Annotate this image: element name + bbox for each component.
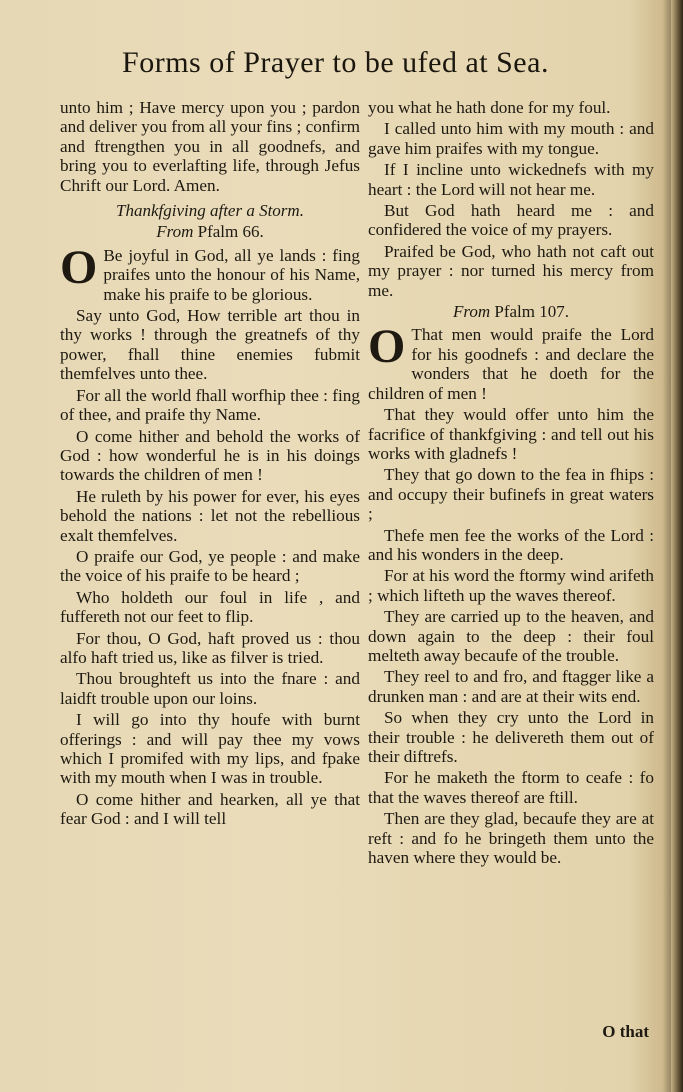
paragraph: I will go into thy houfe with burnt offerings : and will pay thee my vows which I promifed with my lips, and fpake with my mouth when I was in trouble. <box>60 710 360 788</box>
paragraph: For he maketh the ftorm to ceafe : fo that the waves thereof are ftill. <box>368 768 654 807</box>
paragraph: Praifed be God, who hath not caft out my prayer : nor turned his mercy from me. <box>368 241 654 300</box>
paragraph-text: Be joyful in God, all ye lands : fing praifes unto the honour of his Name, make his praife to be glorious. <box>103 245 360 304</box>
paragraph: O come hither and hearken, all ye that fear God : and I will tell <box>60 789 360 829</box>
paragraph: O praife our God, ye people : and make the voice of his praife to be heard ; <box>60 546 360 586</box>
paragraph: Then are they glad, becaufe they are at reft : and fo he bringeth them unto the haven where they would be. <box>368 809 654 868</box>
paragraph: For at his word the ftormy wind arifeth ; which lifteth up the waves thereof. <box>368 566 654 605</box>
paragraph: They are carried up to the heaven, and down again to the deep : their foul melteth away becaufe of the trouble. <box>368 607 654 665</box>
paragraph <box>60 240 360 304</box>
paragraph: O come hither and behold the works of God : how wonderful he is in his doings towards the children of men ! <box>60 426 360 485</box>
from-label: From <box>452 302 491 322</box>
paragraph: Thefe men fee the works of the Lord : and his wonders in the deep. <box>368 525 654 564</box>
paragraph <box>368 320 654 403</box>
paragraph: For thou, O God, haft proved us : thou alfo haft tried us, like as filver is tried. <box>60 628 360 667</box>
psalm-reference <box>368 302 654 321</box>
paragraph: Who holdeth our foul in life , and fuffereth not our feet to flip. <box>60 587 360 627</box>
page-edge <box>671 0 683 1092</box>
paragraph: But God hath heard me : and confidered the voice of my prayers. <box>368 201 654 240</box>
paragraph: For all the world fhall worfhip thee : fing of thee, and praife thy Name. <box>60 385 360 425</box>
right-column <box>368 98 654 869</box>
psalm-reference <box>60 222 360 241</box>
paragraph: Say unto God, How terrible art thou in thy works ! through the greatnefs of thy power, fhall thine enemies fubmit themfelves unto thee. <box>60 306 360 384</box>
paragraph: you what he hath done for my foul. <box>368 98 611 117</box>
psalm-number: Pfalm 66. <box>197 222 264 242</box>
paragraph: If I incline unto wickednefs with my heart : the Lord will not hear me. <box>368 160 654 199</box>
paragraph: unto him ; Have mercy upon you ; pardon and deliver you from all your fins ; confirm and ftrengthen you in all goodnefs, and bring you to everlafting life, through Jefus Chrift our Lord. Amen. <box>60 98 360 195</box>
paragraph: So when they cry unto the Lord in their trouble : he delivereth them out of their diftrefs. <box>368 708 654 766</box>
paragraph: He ruleth by his power for ever, his eyes behold the nations : let not the rebellious exalt themfelves. <box>60 486 360 545</box>
left-column <box>60 98 360 831</box>
paragraph: That they would offer unto him the facrifice of thankfgiving : and tell out his works with gladnefs ! <box>368 405 654 463</box>
drop-cap: O <box>368 320 406 374</box>
page-title: Forms of Prayer to be ufed at Sea. <box>122 46 549 79</box>
paragraph: Thou broughteft us into the fnare : and laidft trouble upon our loins. <box>60 669 360 708</box>
paragraph: They reel to and fro, and ftagger like a drunken man : and are at their wits end. <box>368 667 654 706</box>
paragraph: They that go down to the fea in fhips : and occupy their bufinefs in great waters ; <box>368 465 654 524</box>
from-label: From <box>156 222 194 242</box>
catchword: O that <box>602 1022 649 1041</box>
paragraph: I called unto him with my mouth : and gave him praifes with my tongue. <box>368 119 654 158</box>
psalm-number: Pfalm 107. <box>494 302 569 322</box>
paragraph-text: That men would praife the Lord for his goodnefs : and declare the wonders that he doeth for the children of men ! <box>368 325 654 403</box>
section-heading: Thankfgiving after a Storm. <box>116 201 304 221</box>
drop-cap: O <box>60 240 98 294</box>
